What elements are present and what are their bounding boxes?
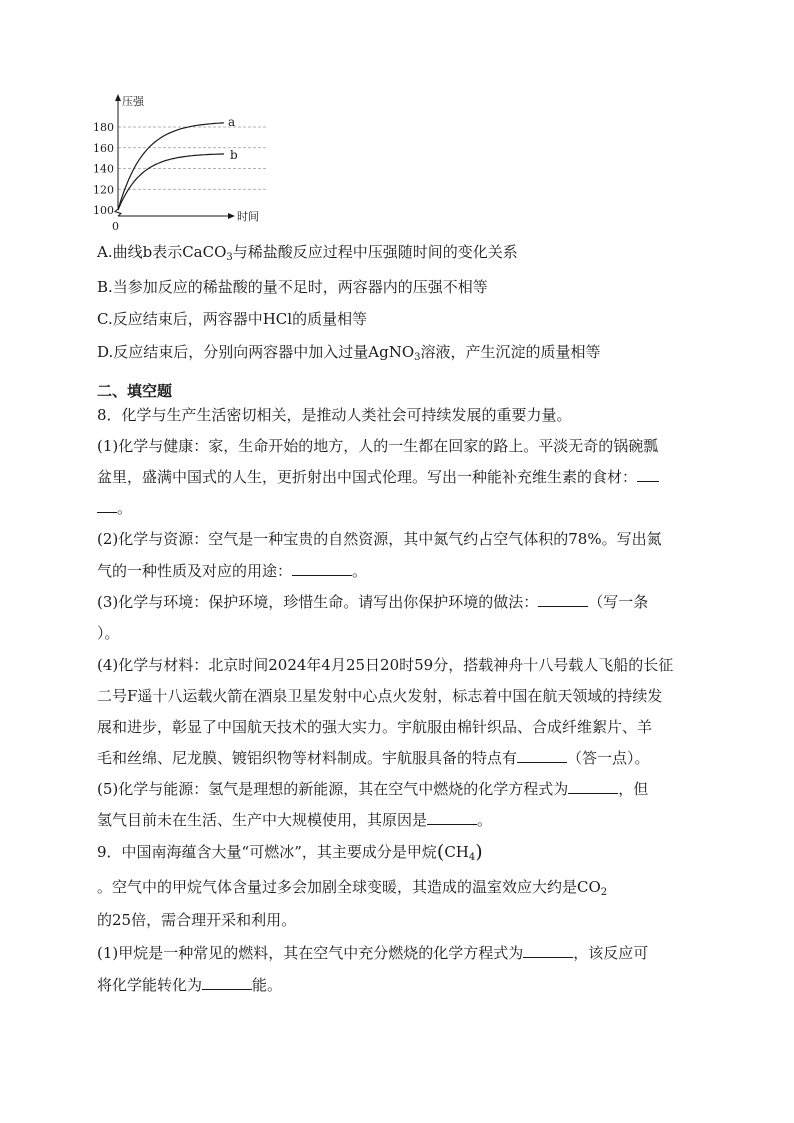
- q8-stem: 8．化学与生产生活密切相关，是推动人类社会可持续发展的重要力量。: [97, 406, 572, 424]
- q8-part3-line1: [97, 592, 648, 612]
- x-axis-arrow: [228, 213, 235, 219]
- y-tick-label: 100: [93, 204, 114, 217]
- q8-part2-line2: [97, 561, 367, 581]
- y-axis-label: 压强: [122, 95, 144, 108]
- subscript: 2: [600, 887, 608, 898]
- option-a-text: A.曲线b表示CaCO: [97, 243, 227, 261]
- q8-part3-text: (3)化学与环境：保护环境，珍惜生命。请写出你保护环境的做法：: [97, 593, 539, 611]
- answer-blank[interactable]: [202, 975, 252, 990]
- q8-part4-line4: [97, 748, 650, 768]
- q8-part3-note: （写一条: [588, 593, 649, 611]
- curve-b: [118, 154, 224, 210]
- option-d-text: D.反应结束后，分别向两容器中加入过量AgNO: [97, 343, 415, 361]
- q8-part3-line2: ）。: [97, 624, 120, 642]
- pressure-time-chart: [88, 92, 278, 232]
- axis-break: [115, 209, 121, 216]
- y-axis-arrow: [115, 94, 121, 101]
- q8-part4-text: 毛和丝绵、尼龙膜、镀铝织物等材料制成。宇航服具备的特点有: [97, 749, 518, 767]
- q9-part1-text: (1)甲烷是一种常见的燃料，其在空气中充分燃烧的化学方程式为: [97, 944, 524, 962]
- x-axis-label: 时间: [237, 210, 259, 223]
- y-tick-label: 160: [93, 141, 114, 155]
- option-b: B.当参加反应的稀盐酸的量不足时，两容器内的压强不相等: [97, 278, 488, 296]
- answer-blank[interactable]: [517, 748, 567, 763]
- q8-part2-end: 。: [352, 562, 368, 580]
- q8-part5-text: (5)化学与能源：氢气是理想的新能源，其在空气中燃烧的化学方程式为: [97, 780, 569, 798]
- formula: CH: [444, 843, 469, 861]
- q8-part1-line2: [97, 467, 659, 487]
- q9-text: 9．中国南海蕴含大量“可燃冰”，其主要成分是甲烷: [97, 843, 437, 861]
- q9-part1-end: 能。: [252, 976, 283, 994]
- option-a-text-end: 与稀盐酸反应过程中压强随时间的变化关系: [232, 243, 518, 261]
- q8-part4-line3: 展和进步，彰显了中国航天技术的强大实力。宇航服由棉针织品、合成纤维絮片、羊: [97, 718, 653, 736]
- answer-blank[interactable]: [637, 467, 659, 482]
- answer-blank[interactable]: [568, 779, 618, 794]
- answer-blank[interactable]: [292, 561, 352, 576]
- curve-a: [118, 123, 224, 210]
- q8-part5-line1: [97, 779, 648, 799]
- q8-part4-line2: 二号F遥十八运载火箭在酒泉卫星发射中心点火发射，标志着中国在航天领域的持续发: [97, 687, 663, 705]
- subscript: 3: [226, 252, 233, 263]
- q8-part5-text-end: ，但: [618, 780, 649, 798]
- q8-part5-line2: [97, 810, 492, 830]
- curve-a-label: a: [228, 114, 236, 129]
- q8-part1-line1: (1)化学与健康：家，生命开始的地方，人的一生都在回家的路上。平淡无奇的锅碗瓢: [97, 437, 659, 455]
- y-tick-label: 180: [93, 121, 114, 134]
- y-tick-label: 140: [93, 162, 114, 176]
- subscript: 3: [414, 352, 421, 363]
- y-tick-labels: [93, 121, 114, 217]
- q8-part5-text2: 氢气目前未在生活、生产中大规模使用，其原因是: [97, 811, 428, 829]
- q8-part4-note: （答一点）。: [567, 749, 650, 767]
- paren-open: (: [436, 841, 445, 863]
- paren-close: ): [475, 841, 483, 863]
- q9-stem-line1: [97, 842, 483, 862]
- y-tick-label: 120: [93, 183, 114, 197]
- q9-text2: 。空气中的甲烷气体含量过多会加剧全球变暖，其造成的温室效应大约是CO: [97, 878, 601, 896]
- q9-part1-text2: 将化学能转化为: [97, 976, 203, 994]
- q8-part1-text: 盆里，盛满中国式的人生，更折射出中国式伦理。写出一种能补充维生素的食材：: [97, 468, 638, 486]
- option-c: C.反应结束后，两容器中HCl的质量相等: [97, 310, 368, 328]
- option-d: [97, 342, 601, 362]
- q8-part4-line1: (4)化学与材料：北京时间2024年4月25日20时59分，搭载神舟十八号载人飞船的长征: [97, 656, 674, 674]
- answer-blank[interactable]: [538, 592, 588, 607]
- q8-part2-text: 气的一种性质及对应的用途：: [97, 562, 293, 580]
- section-heading: 二、填空题: [97, 382, 173, 400]
- option-d-text-end: 溶液，产生沉淀的质量相等: [420, 343, 601, 361]
- q8-part5-end: 。: [477, 811, 493, 829]
- q8-part1-end: 。: [117, 499, 133, 517]
- option-a: [97, 242, 518, 262]
- q9-part1-line1: [97, 943, 648, 963]
- q9-part1-line2: [97, 975, 282, 995]
- q8-part1-line3: [97, 498, 132, 518]
- q9-stem-line3: 的25倍，需合理开采和利用。: [97, 911, 297, 929]
- curve-b-label: b: [230, 147, 238, 162]
- q9-part1-text-end: ，该反应可: [573, 944, 649, 962]
- answer-blank[interactable]: [523, 943, 573, 958]
- q8-part2-line1: (2)化学与资源：空气是一种宝贵的自然资源，其中氮气约占空气体积的78%。写出氮: [97, 530, 662, 548]
- answer-blank-continued[interactable]: [97, 498, 117, 513]
- origin-label: 0: [112, 220, 119, 232]
- q9-stem-line2: [97, 877, 607, 897]
- subscript: 4: [468, 852, 476, 863]
- answer-blank[interactable]: [427, 810, 477, 825]
